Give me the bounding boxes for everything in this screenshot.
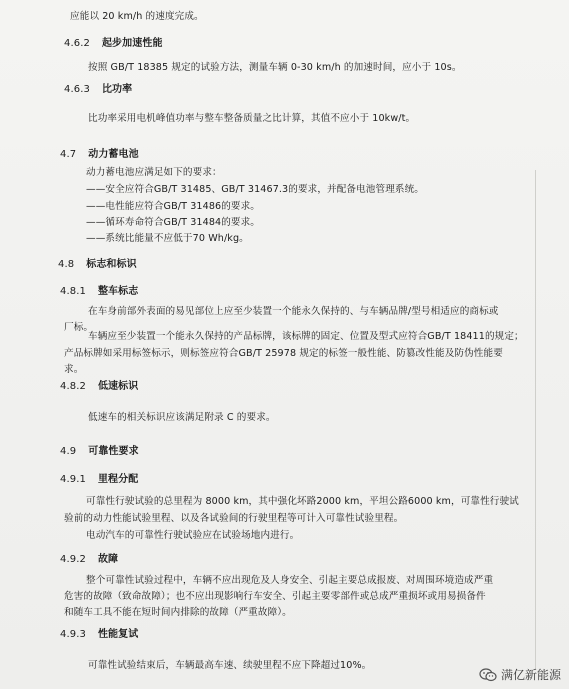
section-heading-4-8: [58, 258, 137, 271]
section-heading-4-8-2: [60, 380, 138, 393]
section-title: 整车标志: [97, 286, 139, 297]
text-line: 电动汽车的可靠性行驶试验应在试验场地内进行。: [86, 530, 300, 541]
section-heading-4-9-3: [60, 628, 138, 641]
section-title: 可靠性要求: [88, 446, 139, 457]
list-item: ——循环寿命符合GB/T 31484的要求。: [86, 217, 261, 228]
section-number: 4.8.1: [60, 286, 86, 297]
text-line: 厂标。: [64, 322, 94, 333]
section-heading-4-9-2: [60, 553, 118, 566]
section-heading-4-9-1: [60, 473, 138, 486]
text-line: 低速车的相关标识应该满足附录 C 的要求。: [88, 412, 276, 423]
text-line: 动力蓄电池应满足如下的要求：: [86, 167, 222, 178]
section-title: 起步加速性能: [101, 38, 163, 49]
section-heading-4-8-1: [60, 285, 138, 298]
page-edge-shadow: [535, 170, 536, 670]
section-title: 标志和标识: [86, 259, 137, 270]
watermark-text: 满亿新能源: [500, 668, 561, 682]
section-number: 4.8.2: [60, 381, 86, 392]
section-number: 4.9.3: [60, 629, 86, 640]
watermark: [479, 666, 561, 683]
text-line: 比功率采用电机峰值功率与整车整备质量之比计算，其值不应小于 10kw/t。: [88, 113, 416, 124]
section-heading-4-7: [60, 148, 139, 161]
text-line: 危害的故障（致命故障）；也不应出现影响行车安全、引起主要零部件或总成严重损坏或用易损备件: [64, 591, 486, 602]
text-line: 和随车工具不能在短时间内排除的故障（严重故障）。: [64, 607, 292, 618]
section-title: 里程分配: [97, 474, 139, 485]
section-heading-4-6-3: [64, 83, 132, 96]
section-number: 4.6.3: [64, 84, 90, 95]
text-line: 产品标牌如采用标签标示，则标签应符合GB/T 25978 规定的标签一般性能、防篡改性能及防伪性能要: [64, 348, 503, 359]
section-title: 故障: [97, 554, 119, 565]
section-heading-4-6-2: [64, 37, 163, 50]
text-line: 可靠性行驶试验的总里程为 8000 km，其中强化坏路2000 km，平坦公路6000 km，可靠性行驶试: [86, 496, 519, 507]
section-title: 动力蓄电池: [88, 149, 139, 160]
text-line: 应能以 20 km/h 的速度完成。: [70, 11, 204, 22]
text-line: 车辆应至少装置一个能永久保持的产品标牌，该标牌的固定、位置及型式应符合GB/T 18411的规定；: [88, 331, 524, 342]
text-line: 按照 GB/T 18385 规定的试验方法，测量车辆 0-30 km/h 的加速时间，应小于 10s。: [88, 62, 462, 73]
text-line: 整个可靠性试验过程中，车辆不应出现危及人身安全、引起主要总成报废、对周围环境造成严重: [86, 575, 494, 586]
text-line: 可靠性试验结束后，车辆最高车速、续驶里程不应下降超过10%。: [88, 660, 372, 671]
wechat-icon: [479, 668, 497, 682]
section-number: 4.6.2: [64, 38, 90, 49]
section-title: 比功率: [101, 84, 133, 95]
section-title: 低速标识: [97, 381, 139, 392]
list-item: ——电性能应符合GB/T 31486的要求。: [86, 201, 261, 212]
text-line: 验前的动力性能试验里程、以及各试验间的行驶里程等可计入可靠性试验里程。: [64, 513, 404, 524]
section-number: 4.9: [60, 446, 77, 457]
section-number: 4.8: [58, 259, 75, 270]
text-line: 求。: [64, 364, 84, 375]
section-number: 4.7: [60, 149, 77, 160]
section-heading-4-9: [60, 445, 139, 458]
section-number: 4.9.2: [60, 554, 86, 565]
section-number: 4.9.1: [60, 474, 86, 485]
section-title: 性能复试: [97, 629, 139, 640]
text-line: 在车身前部外表面的易见部位上应至少装置一个能永久保持的、与车辆品牌/型号相适应的商标或: [88, 306, 499, 317]
list-item: ——系统比能量不应低于70 Wh/kg。: [86, 233, 249, 244]
list-item: ——安全应符合GB/T 31485、GB/T 31467.3的要求，并配备电池管理系统。: [86, 184, 424, 195]
